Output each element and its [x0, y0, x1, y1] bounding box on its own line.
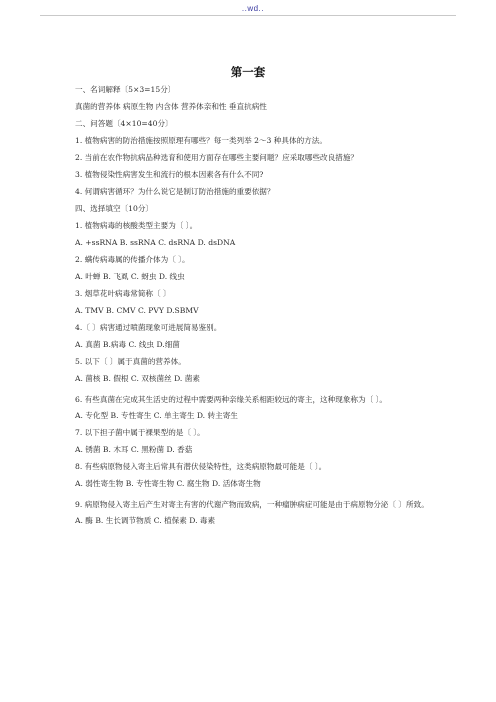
question: 9. 病原物侵入寄主后产生对寄主有害的代谢产物而致病，一种瘤肿病症可能是由于病原物分泌〔 〕所致。: [75, 500, 429, 509]
answer-options: A. 叶蝉 B. 飞虱 C. 蚜虫 D. 线虫: [75, 272, 185, 281]
section-heading: 四、选择填空〔10分〕: [75, 204, 154, 213]
question: 2. 当前在农作物抗病品种选育和使用方面存在哪些主要问题？应采取哪些改良措施？: [75, 153, 359, 162]
question: 7. 以下担子菌中属于裸果型的是〔 〕。: [75, 428, 205, 437]
answer-options: A. 弱性寄生物 B. 专性寄生物 C. 腐生物 D. 活体寄生物: [75, 479, 261, 488]
question: 1. 植物病毒的核酸类型主要为〔 〕。: [75, 221, 198, 230]
answer-options: A. 锈菌 B. 木耳 C. 黑粉菌 D. 香菇: [75, 445, 193, 454]
question: 4.〔 〕病害通过喷菌现象可进展简易鉴别。: [75, 323, 222, 332]
answer-options: A. 真菌 B.病毒 C. 线虫 D.细菌: [75, 340, 180, 349]
header-watermark: ..wd..: [241, 4, 264, 13]
answer-options: A. 菌核 B. 假根 C. 双核菌丝 D. 菌素: [75, 374, 200, 383]
answer-options: A. +ssRNA B. ssRNA C. dsRNA D. dsDNA: [75, 238, 236, 247]
question: 6. 有些真菌在完成其生活史的过程中需要两种亲缘关系相距较远的寄主，这种现象称为〔 〕。: [75, 395, 388, 404]
question: 5. 以下〔 〕属于真菌的营养体。: [75, 357, 186, 366]
question: 2. 螨传病毒属的传播介体为〔 〕。: [75, 255, 190, 264]
section-heading: 二、问答题〔4×10=40分〕: [75, 119, 173, 128]
question: 3. 烟草花叶病毒常简称〔 〕: [75, 289, 171, 298]
question: 1. 植物病害的防治措施按照原理有哪些？每一类列举 2～3 种具体的方法。: [75, 136, 327, 145]
document-body: [75, 85, 435, 533]
question: 3. 植物侵染性病害发生和流行的根本因素各有什么不同?: [75, 170, 264, 179]
term-list: 真菌的营养体 病原生物 内含体 营养体亲和性 垂直抗病性: [75, 102, 267, 111]
question: 4. 何谓病害循环？为什么说它是制订防治措施的重要依据？: [75, 187, 275, 196]
page-title: 第一套: [230, 65, 266, 79]
section-heading: 一、名词解释〔5×3=15分〕: [75, 85, 176, 94]
question: 8. 有些病原物侵入寄主后常具有潜伏侵染特性，这类病原物最可能是〔 〕。: [75, 462, 327, 471]
answer-options: A. 酶 B. 生长调节物质 C. 植保素 D. 毒素: [75, 516, 216, 525]
header-divider: [40, 15, 456, 16]
answer-options: A. TMV B. CMV C. PVY D.SBMV: [75, 306, 199, 315]
answer-options: A. 专化型 B. 专性寄生 C. 单主寄生 D. 转主寄生: [75, 411, 238, 420]
